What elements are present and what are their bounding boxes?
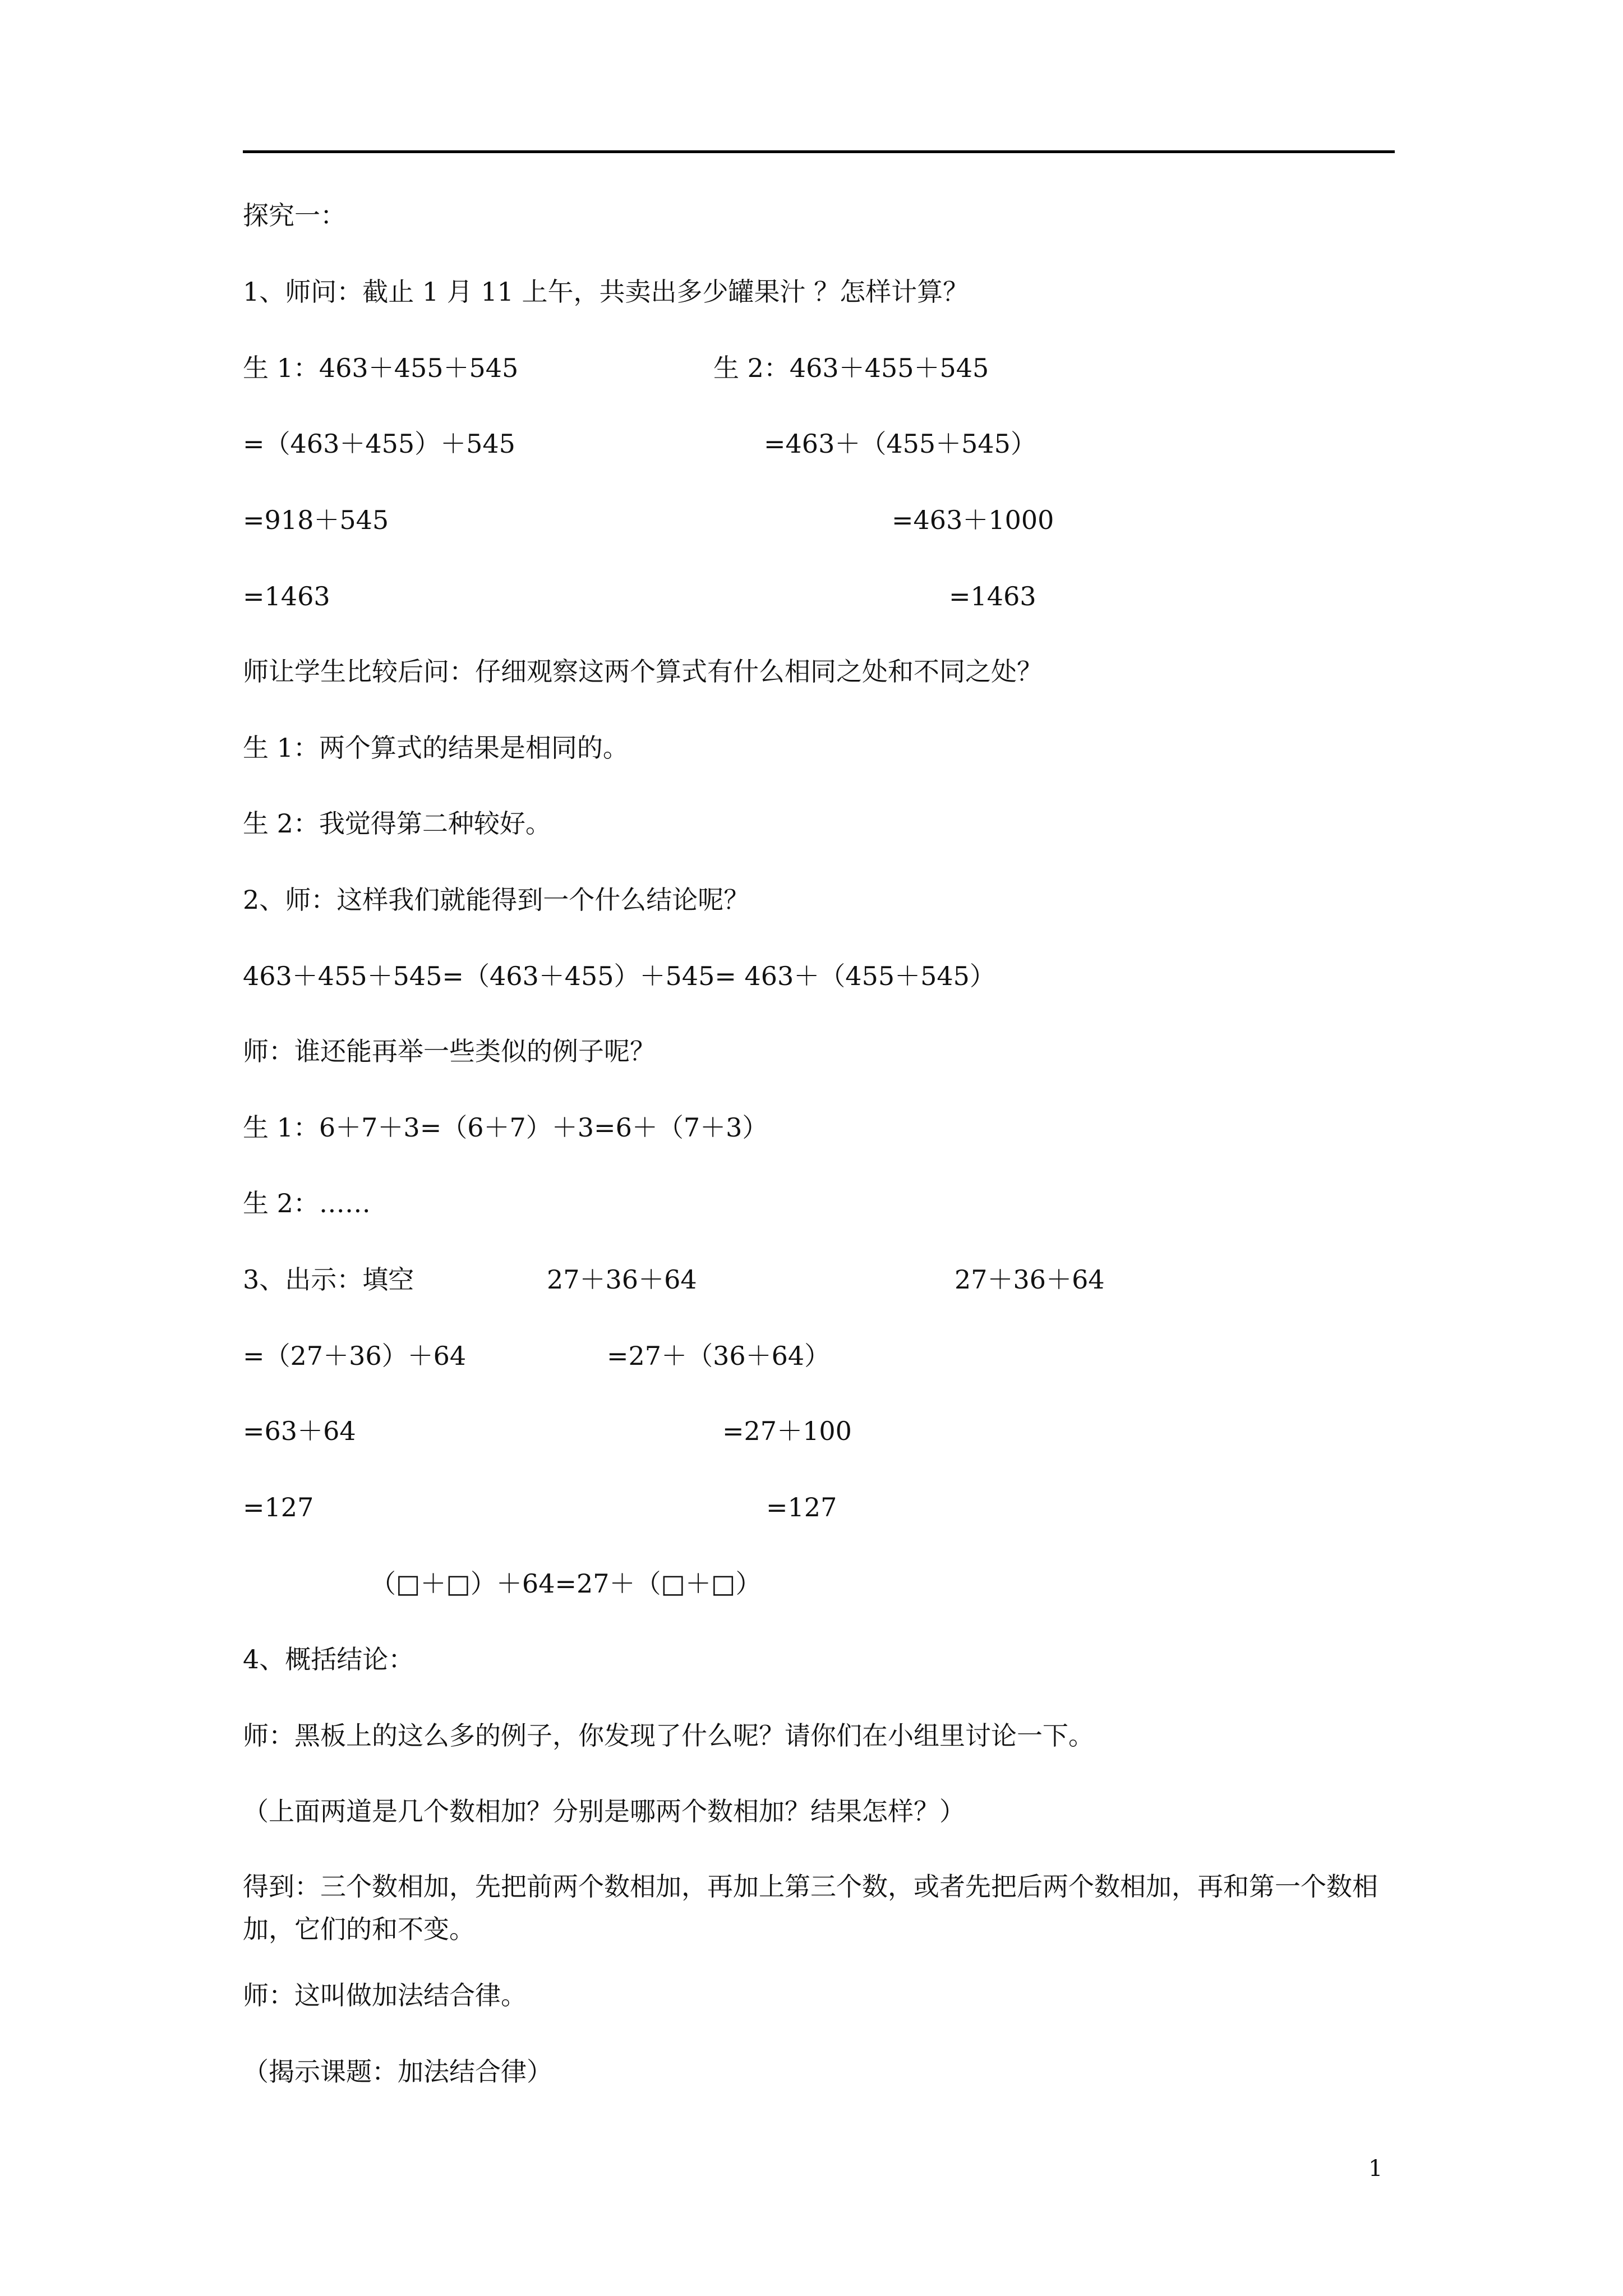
fill-right-line-2: =27＋100	[722, 1416, 852, 1446]
lesson-topic: （揭示课题：加法结合律）	[243, 2056, 552, 2087]
student1-calc-line-4: =1463	[243, 581, 330, 611]
associative-equation: 463＋455＋545=（463＋455）＋545= 463＋（455＋545）	[243, 961, 995, 991]
question-3-label: 3、出示：填空	[243, 1264, 414, 1295]
question-1: 1、师问：截止 1 月 11 上午，共卖出多少罐果汁 ？怎样计算？	[243, 277, 969, 307]
fill-right-line-1: =27＋（36＋64）	[607, 1341, 831, 1371]
student2-example: 生 2：……	[243, 1188, 371, 1218]
conclusion-paragraph: 得到：三个数相加，先把前两个数相加，再加上第三个数，或者先把后两个数相加，再和第一个数相加，它们的和不变。	[243, 1871, 1378, 1944]
fill-right-line-3: =127	[766, 1492, 837, 1522]
student2-calc-line-2: =463＋（455＋545）	[764, 429, 1036, 459]
fill-left-line-3: =127	[243, 1492, 314, 1522]
student2-answer: 生 2：我觉得第二种较好。	[243, 808, 551, 839]
section-heading: 探究一：	[243, 200, 346, 231]
question-2: 2、师：这样我们就能得到一个什么结论呢？	[243, 885, 750, 915]
fill-left-line-2: =63＋64	[243, 1416, 356, 1446]
student2-calc-line-1: 生 2：463＋455＋545	[713, 353, 989, 383]
student1-calc-line-1: 生 1：463＋455＋545	[243, 353, 519, 383]
student1-answer: 生 1：两个算式的结果是相同的。	[243, 733, 629, 763]
question-3-left-expression: 27＋36＋64	[547, 1264, 697, 1295]
blank-fill-equation: （□＋□）＋64=27＋（□＋□）	[370, 1568, 762, 1599]
student2-calc-line-4: =1463	[949, 581, 1036, 611]
discussion-hint: （上面两道是几个数相加？分别是哪两个数相加？结果怎样？）	[243, 1796, 965, 1826]
question-3-right-expression: 27＋36＋64	[955, 1264, 1105, 1295]
student1-calc-line-3: =918＋545	[243, 505, 389, 535]
student2-calc-line-3: =463＋1000	[892, 505, 1054, 535]
teacher-compare-question: 师让学生比较后问：仔细观察这两个算式有什么相同之处和不同之处？	[243, 656, 1043, 687]
page-number: 1	[1368, 2156, 1383, 2182]
question-4: 4、概括结论：	[243, 1644, 414, 1674]
teacher-discuss-prompt: 师：黑板上的这么多的例子，你发现了什么呢？请你们在小组里讨论一下。	[243, 1720, 1094, 1751]
teacher-example-question: 师：谁还能再举一些类似的例子呢？	[243, 1036, 656, 1066]
student1-example: 生 1：6＋7＋3=（6＋7）＋3=6＋（7＋3）	[243, 1112, 768, 1143]
fill-left-line-1: =（27＋36）＋64	[243, 1341, 467, 1371]
header-rule	[243, 150, 1395, 153]
student1-calc-line-2: =（463＋455）＋545	[243, 429, 515, 459]
teacher-law-name: 师：这叫做加法结合律。	[243, 1980, 527, 2010]
